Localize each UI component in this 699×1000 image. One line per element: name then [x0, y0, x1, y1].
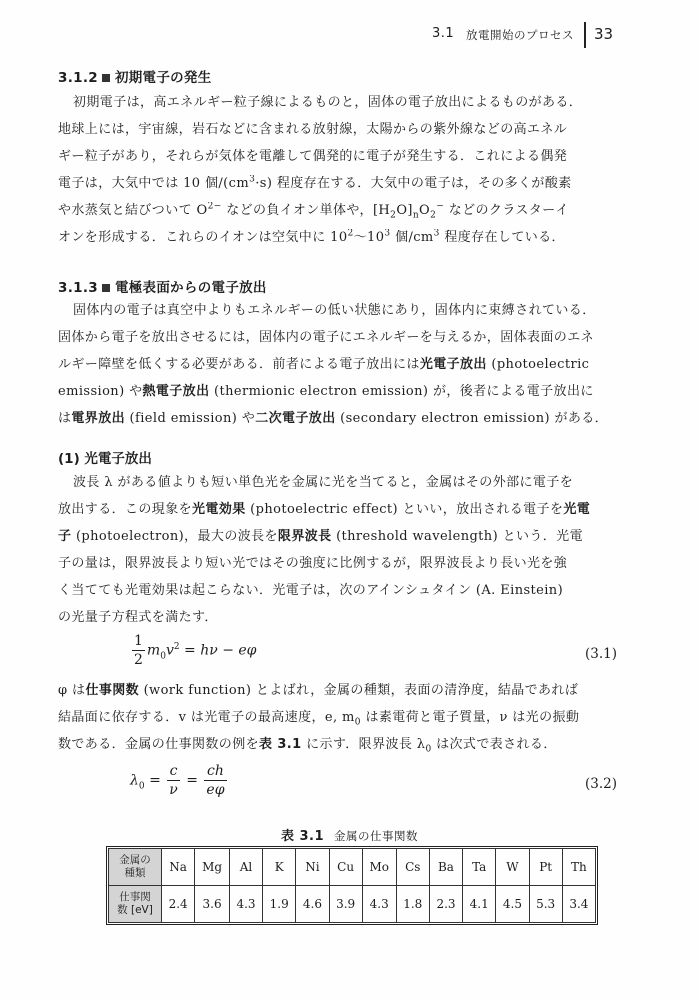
table-cell: 2.4: [162, 886, 195, 923]
paragraph-line: 数である．金属の仕事関数の例を表 3.1 に示す．限界波長 $\lambda_0$ は次式で表される．: [58, 737, 557, 754]
table-cell: 4.1: [463, 886, 496, 923]
paragraph-line: φ は仕事関数 (work function) とよばれ，金属の種類，表面の清浄度，結晶であれば: [58, 683, 579, 698]
fraction: $\frac{c}{\nu}$: [169, 763, 178, 798]
table-cell: Al: [229, 849, 262, 886]
paragraph-line: ギー粒子があり，それらが気体を電離して偶発的に電子が発生する．これによる偶発: [58, 149, 568, 164]
fraction: $\frac{1}{2}$: [134, 633, 143, 668]
paragraph-line: 子 (photoelectron)，最大の波長を限界波長 (threshold wavelength) という．光電: [58, 529, 583, 544]
table-cell: 4.3: [362, 886, 396, 923]
table-cell: Cs: [396, 849, 429, 886]
paragraph-line: く当てても光電効果は起こらない．光電子は，次のアインシュタイン (A. Einstein): [58, 583, 564, 598]
paragraph-line: 電子は，大気中では 10 個$/(cm^3\cdot s)$ 程度存在する．大気中の電子は，その多くが酸素: [58, 175, 572, 191]
table-row: [109, 886, 596, 923]
row-header-work-function: 仕事関 数 [eV]: [109, 886, 162, 923]
paragraph-line: は電界放出 (field emission) や二次電子放出 (secondary electron emission) がある．: [58, 411, 609, 426]
table-cell: K: [263, 849, 296, 886]
table-cell: 4.5: [496, 886, 529, 923]
table-row: [109, 849, 596, 886]
header-section-title: 放電開始のプロセス: [466, 28, 574, 42]
paragraph-line: の光量子方程式を満たす．: [58, 610, 218, 625]
table-cell: Ba: [429, 849, 462, 886]
paragraph-line: 波長 λ がある値よりも短い単色光を金属に光を当てると，金属はその外部に電子を: [73, 475, 574, 490]
table-cell: 3.9: [329, 886, 362, 923]
paragraph-line: 結晶面に依存する．v は光電子の最高速度，e, $m_0$ は素電荷と電子質量，ν は光の振動: [58, 710, 580, 727]
table-cell: 4.6: [296, 886, 329, 923]
table-cell: 3.4: [562, 886, 595, 923]
table-caption: 表 3.1 金属の仕事関数: [280, 829, 419, 844]
equation-number: (3.2): [585, 776, 618, 792]
table-cell: Mo: [362, 849, 396, 886]
section-heading-3-1-2: 3.1.2 初期電子の発生: [58, 70, 212, 86]
table-cell: 3.6: [195, 886, 230, 923]
paragraph-line: 地球上には，宇宙線，岩石などに含まれる放射線，太陽からの紫外線などの高エネル: [58, 122, 568, 137]
work-function-table: [108, 848, 596, 923]
table-cell: Th: [562, 849, 595, 886]
table-cell: Na: [162, 849, 195, 886]
running-header: [390, 22, 650, 50]
equation-3-1: $\frac{1}{2}$ $m_0v^2 = h\nu - e\varphi$: [134, 633, 257, 668]
table-cell: Mg: [195, 849, 230, 886]
table-cell: 1.9: [263, 886, 296, 923]
table-cell: 5.3: [529, 886, 562, 923]
fraction: $\frac{ch}{e\varphi}$: [206, 763, 225, 798]
heading-square-icon: [102, 284, 110, 292]
subsection-heading: (1) 光電子放出: [58, 451, 152, 467]
table-cell: W: [496, 849, 529, 886]
paragraph-line: 固体から電子を放出させるには，固体内の電子にエネルギーを与えるか，固体表面のエネ: [58, 330, 595, 345]
paragraph-line: 子の量は，限界波長より短い光ではその強度に比例するが，限界波長より長い光を強: [58, 556, 568, 571]
paragraph-line: オンを形成する．これらのイオンは空気中に $10^2$〜$10^3$ 個$/cm^3$ 程度存在している．: [58, 229, 565, 245]
table-cell: 1.8: [396, 886, 429, 923]
header-divider: [584, 22, 586, 48]
table-cell: Cu: [329, 849, 362, 886]
table-cell: Ni: [296, 849, 329, 886]
header-section-number: 3.1: [432, 26, 455, 41]
paragraph-line: や水蒸気と結びついて $O^{2-}$ などの負イオン単体や，$[H_2O]_nO_2^-$ などのクラスターイ: [58, 202, 569, 220]
equation-number: (3.1): [585, 646, 618, 662]
row-header-metal: 金属の 種類: [109, 849, 162, 886]
heading-square-icon: [102, 74, 110, 82]
paragraph-line: emission) や熱電子放出 (thermionic electron emission) が，後者による電子放出に: [58, 384, 594, 399]
paragraph-line: 放出する．この現象を光電効果 (photoelectric effect) といい，放出される電子を光電: [58, 502, 591, 517]
paragraph-line: ルギー障壁を低くする必要がある．前者による電子放出には光電子放出 (photoelectric: [58, 357, 590, 372]
section-heading-3-1-3: 3.1.3 電極表面からの電子放出: [58, 280, 267, 296]
paragraph-line: 固体内の電子は真空中よりもエネルギーの低い状態にあり，固体内に束縛されている．: [73, 303, 596, 318]
table-cell: 4.3: [229, 886, 262, 923]
paragraph-line: 初期電子は，高エネルギー粒子線によるものと，固体の電子放出によるものがある．: [73, 95, 583, 110]
table-cell: Ta: [463, 849, 496, 886]
equation-3-2: $\lambda_0$ = $\frac{c}{\nu}$ = $\frac{ch}{e\varphi}$: [130, 763, 225, 798]
page-number: 33: [594, 25, 614, 43]
table-cell: Pt: [529, 849, 562, 886]
table-cell: 2.3: [429, 886, 462, 923]
